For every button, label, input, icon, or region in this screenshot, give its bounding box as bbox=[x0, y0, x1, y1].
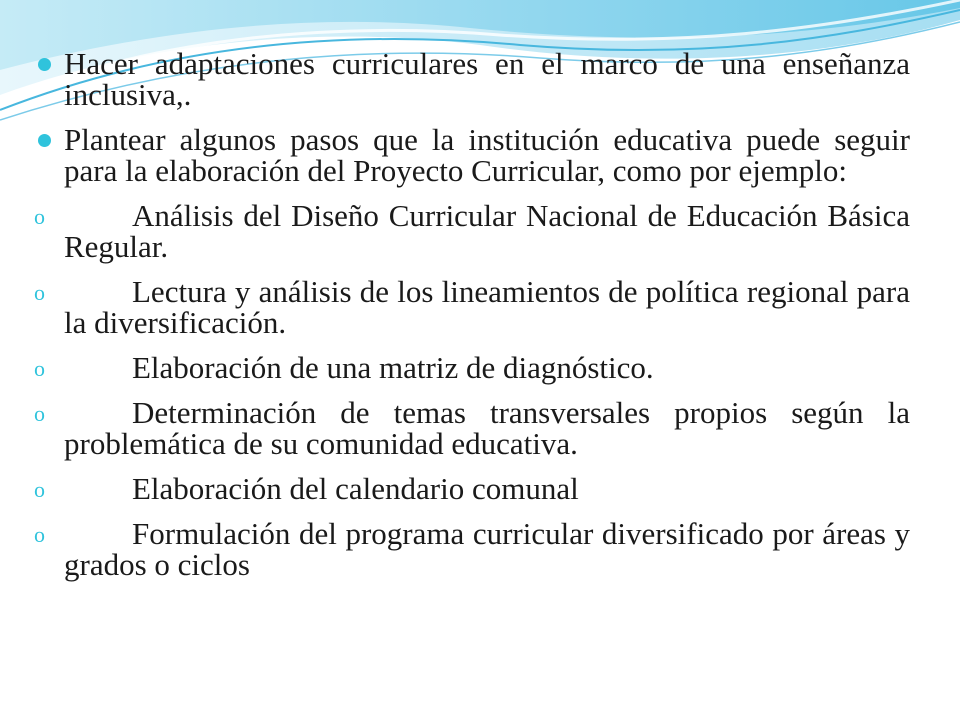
circle-bullet-icon: o bbox=[34, 401, 45, 426]
sub-bullet-item bbox=[30, 276, 910, 338]
sub-bullet-text: Análisis del Diseño Curricular Nacional de Educación Básica Regular. bbox=[64, 198, 910, 264]
sub-bullet-text: Formulación del programa curricular diversificado por áreas y grados o ciclos bbox=[64, 516, 910, 582]
sub-bullet-text: Lectura y análisis de los lineamientos de política regional para la diversificación. bbox=[64, 274, 910, 340]
sub-bullet-item bbox=[30, 352, 910, 383]
sub-bullet-item bbox=[30, 518, 910, 580]
dot-icon bbox=[30, 48, 64, 79]
bullet-item bbox=[30, 124, 910, 186]
circle-bullet-icon: o bbox=[34, 356, 45, 381]
circle-bullet-icon: o bbox=[34, 477, 45, 502]
sub-bullet-text: Elaboración del calendario comunal bbox=[132, 471, 579, 506]
sub-bullet-item bbox=[30, 200, 910, 262]
dot-icon bbox=[30, 124, 64, 155]
slide-body bbox=[30, 48, 910, 594]
bullet-text: Plantear algunos pasos que la institución educativa puede seguir para la elaboración del Proyecto Curricular, como por ejemplo: bbox=[64, 122, 910, 188]
sub-bullet-text: Elaboración de una matriz de diagnóstico. bbox=[132, 350, 654, 385]
bullet-text: Hacer adaptaciones curriculares en el marco de una enseñanza inclusiva,. bbox=[64, 46, 910, 112]
sub-bullet-item bbox=[30, 397, 910, 459]
bullet-item bbox=[30, 48, 910, 110]
sub-bullet-text: Determinación de temas transversales propios según la problemática de su comunidad educativa. bbox=[64, 395, 910, 461]
circle-bullet-icon: o bbox=[34, 280, 45, 305]
sub-bullet-item bbox=[30, 473, 910, 504]
circle-bullet-icon: o bbox=[34, 522, 45, 547]
circle-bullet-icon: o bbox=[34, 204, 45, 229]
